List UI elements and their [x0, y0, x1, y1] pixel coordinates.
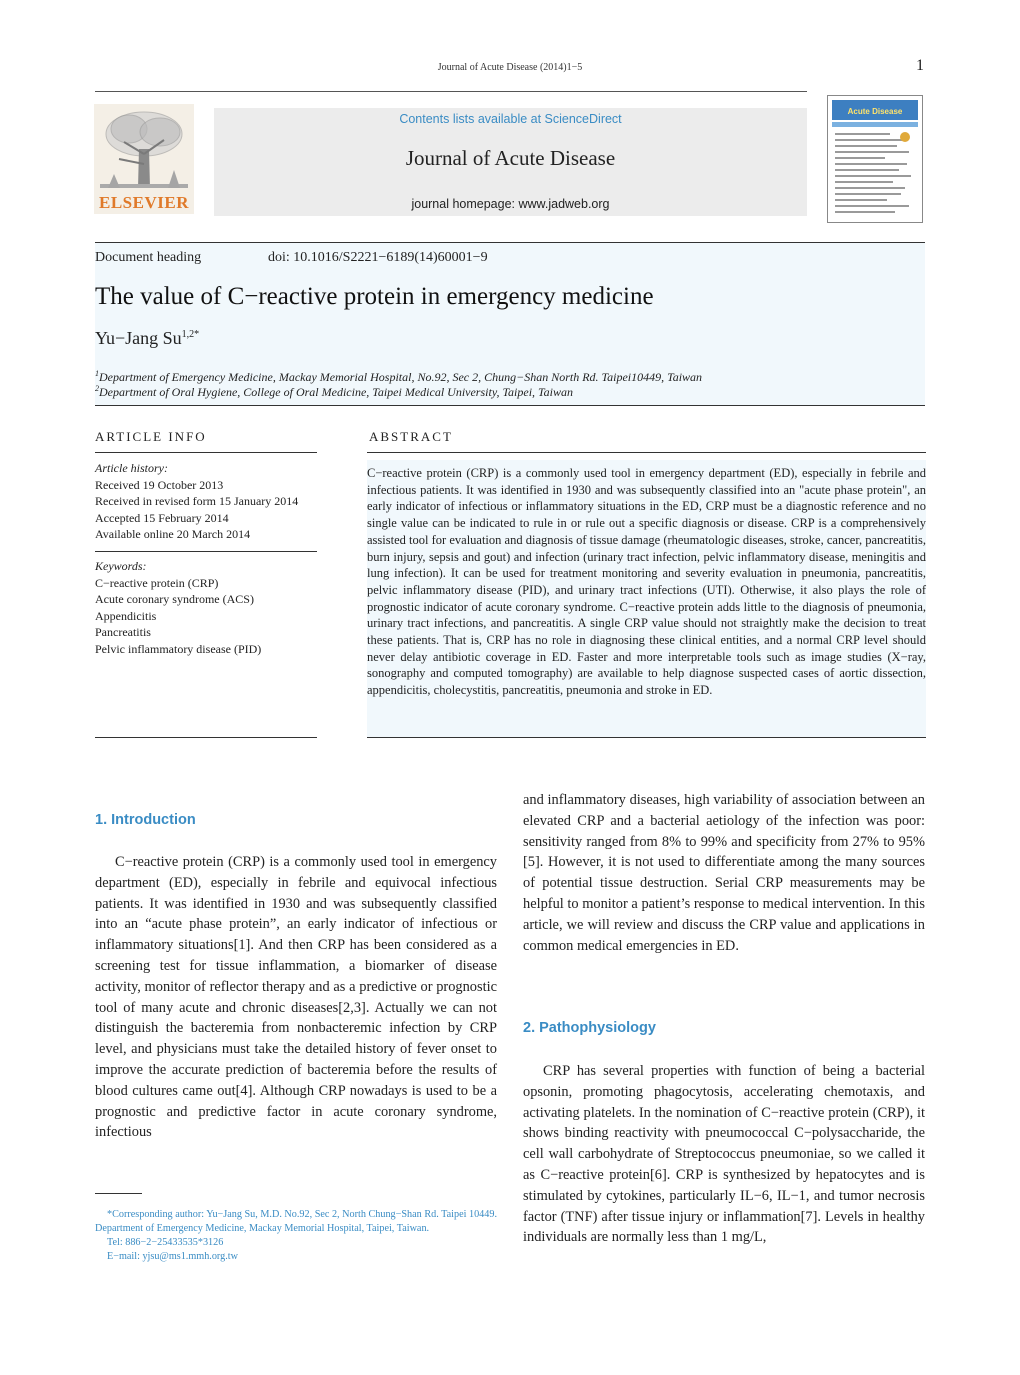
history-label: Article history: [95, 461, 168, 475]
corresponding-author: *Corresponding author: Yu−Jang Su, M.D. No.92, Sec 2, North Chung−Shan Rd. Taipei 10449. Department of Emergency Medicine, Mackay Memorial Hospital, Taipei, Taiwan. [95, 1209, 497, 1234]
pathophysiology-paragraph: CRP has several properties with function of being a bacterial opsonin, promoting phagocytosis, accelerating chemotaxis, and activating platelets. In the nomination of C−reactive protein (CRP), it shows binding reactivity with pneumococcal C−polysaccharide, the cell wall carbohydrate of Streptococcus pneumoniae, so we called it as C−reactive protein[6]. CRP is synthesized by hepatocytes and is stimulated by cytokines, particularly IL−6, IL−1, and tumor necrosis factor (TNF) after tissue injury or inflammation[7]. Levels in healthy individuals are normally less than 1 mg/L, [523, 1063, 925, 1246]
keyword: Appendicitis [95, 608, 157, 623]
keyword: Pelvic inflammatory disease (PID) [95, 641, 262, 656]
article-info-rule [95, 452, 317, 453]
email-link[interactable]: E−mail: yjsu@ms1.mmh.org.tw [107, 1251, 238, 1262]
abstract-heading: ABSTRACT [369, 429, 453, 444]
elsevier-logo [94, 104, 194, 214]
cover-thumbnail [827, 95, 923, 223]
author-name [95, 328, 199, 349]
history-accepted: Accepted 15 February 2014 [95, 510, 229, 525]
abstract-bottom-rule [367, 737, 926, 738]
abstract-rule [367, 452, 926, 453]
pathophysiology-heading: 2. Pathophysiology [523, 1020, 656, 1036]
doi[interactable]: doi: 10.1016/S2221−6189(14)60001−9 [268, 250, 488, 265]
keywords-label: Keywords: [95, 559, 147, 573]
svg-text:Acute Disease: Acute Disease [847, 107, 903, 116]
keywords-list [95, 558, 325, 657]
journal-cover [827, 95, 923, 223]
intro-heading: 1. Introduction [95, 812, 196, 828]
affiliation-1: $^1$Department of Emergency Medicine, Mackay Memorial Hospital, No.92, Sec 2, Chung−Shan North Rd. Taipei10449, Taiwan [95, 369, 703, 384]
article-info-heading: ARTICLE INFO [95, 429, 207, 444]
tree-icon [94, 104, 194, 214]
history-received: Received 19 October 2013 [95, 477, 224, 492]
svg-text:ELSEVIER: ELSEVIER [99, 193, 189, 212]
keywords-rule [95, 551, 317, 552]
page-number: 1 [916, 57, 924, 74]
history-online: Available online 20 March 2014 [95, 527, 251, 541]
journal-title: Journal of Acute Disease [405, 146, 616, 170]
intro-paragraph: C−reactive protein (CRP) is a commonly used tool in emergency department (ED), especially in febrile and equivocal infectious patients. It was identified in 1930 and was subsequently classified into an “acute phase protein”, an early indicator of infectious or inflammatory situations[1]. And then CRP has been considered as a screening test for tissue inflammation, a biomarker of disease activity, monitor of reflector therapy and as a predictive or prognostic tool of many acute and chronic diseases[2,3]. Actually we can not distinguish the bacteremia from nonbacteremic infection by CRP level, and physicians must take the detailed history of fever onset to improve the accurate prediction of bacteremia before the results of blood cultures came out[4]. Although CRP nowadays is used to be a prognostic and predictive factor in acute coronary syndrome, infectious [95, 854, 497, 1141]
journal-banner [214, 108, 807, 216]
footnote-rule [95, 1193, 142, 1194]
article-info-bottom-rule [95, 737, 317, 738]
footnote [95, 1208, 497, 1264]
document-heading: Document heading [95, 250, 202, 265]
journal-homepage[interactable]: journal homepage: www.jadweb.org [411, 197, 610, 211]
article-history [95, 460, 325, 543]
author-superscript: 1,2* [181, 329, 200, 340]
telephone: Tel: 886−2−25433535*3126 [107, 1237, 224, 1248]
keyword: Pancreatitis [95, 625, 151, 639]
intro-continued: and inflammatory diseases, high variability of association between an elevated CRP and a bacterial aetiology of the infection was poor: sensitivity ranged from 8% to 99% and specificity from 27% to 95%[5]. However, it is not used to differentiate among the many sources of potential tissue destruction. Serial CRP measurements may be helpful to monitor a patient’s response to medical intervention. In this article, we will review and discuss the CRP value and applications in common medical emergencies in ED. [523, 792, 925, 954]
header-rule [95, 91, 807, 92]
article-title: The value of C−reactive protein in emergency medicine [95, 283, 654, 310]
sciencedirect-link[interactable]: Contents lists available at ScienceDirect [399, 112, 622, 126]
affiliation-2: $^2$Department of Oral Hygiene, College of Oral Medicine, Taipei Medical University, Taipei, Taiwan [95, 384, 573, 399]
running-title: Journal of Acute Disease (2014)1−5 [437, 62, 583, 73]
abstract-text: C−reactive protein (CRP) is a commonly used tool in emergency department (ED), especially in febrile and infectious patients. It was identified in 1930 and was subsequently classified into an "acute phase protein", an early indicator of infectious or inflammatory situations in the ED, CRP must be a diagnostic reference and no single value can be indicated to rule in or rule out a specific diagnosis or disease. CRP is a comprehensively assisted tool for evaluation and diagnosis of tissue damage (rheumatologic diseases, stroke, cancer, pancreatitis, burn injury, sepsis and gout) and infection (urinary tract infection, pelvic inflammatory disease, meningitis and lung infection). It can be used for treatment monitoring and severity evaluation in pneumonia, pancreatitis, pelvic inflammatory disease (PID), and urinary tract infections (UTI). Otherwise, it also plays the role of prognostic indicator of acute coronary syndrome. C−reactive protein adds little to the diagnosis of pneumonia, urinary tract infections, and pancreatitis. A single CRP value should not straightly make the decision to treat these patients. That is, CRP has no role in diagnosing these clinical entities, and a normal CRP level should never delay antibiotic coverage in ED. Faster and more interpretable tools such as image studies (X−ray, sonography and computed tomography) are available to help diagnose suspected cases of aortic dissection, appendicitis, cholecystitis, pancreatitis, pneumonia and stroke in ED. [367, 466, 926, 698]
author: Yu−Jang Su [95, 328, 182, 348]
keyword: C−reactive protein (CRP) [95, 575, 219, 590]
history-revised: Received in revised form 15 January 2014 [95, 494, 299, 508]
keyword: Acute coronary syndrome (ACS) [95, 592, 254, 606]
